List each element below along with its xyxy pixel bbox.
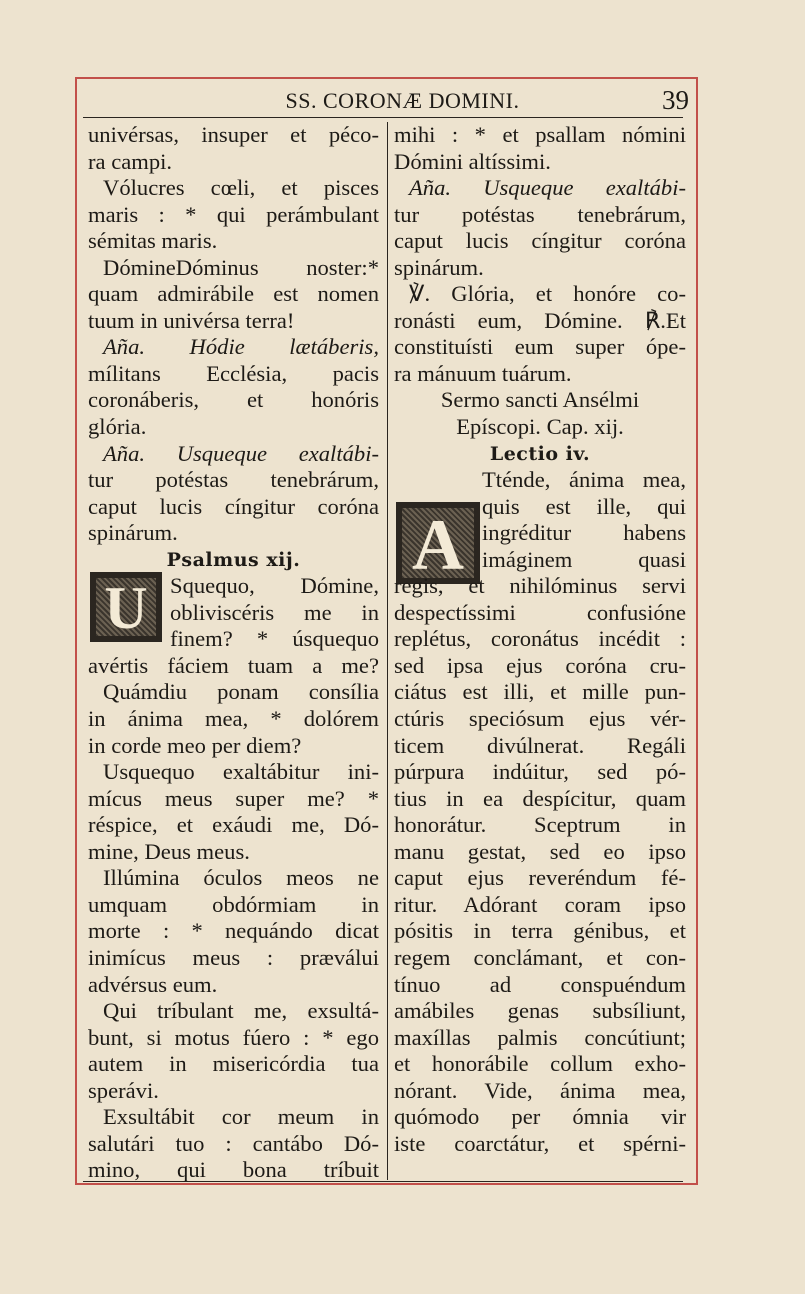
- text-line: tur potéstas tenebrárum,: [394, 201, 686, 227]
- text-line: replétus, coronátus incédit :: [394, 626, 686, 652]
- text-line: imáginem quasi: [482, 546, 686, 572]
- text-line: caput lucis cíngitur coróna: [88, 493, 379, 519]
- sermon-heading-cont: Epíscopi. Cap. xij.: [456, 414, 624, 440]
- text-line: glória.: [88, 414, 147, 440]
- text-line: ticem divúlnerat. Regáli: [394, 732, 686, 758]
- text-line: coronáberis, et honóris: [88, 387, 379, 413]
- antiphon-line: Aña. Usqueque exaltábi-: [103, 440, 379, 466]
- text-line: honorátur. Sceptrum in: [394, 812, 686, 838]
- text-line: réspice, et exáudi me, Dó-: [88, 812, 379, 838]
- header-rule: [83, 117, 683, 118]
- text-line: autem in misericórdia tua: [88, 1051, 379, 1077]
- dropcap-left: U: [90, 572, 162, 642]
- text-line: mine, Deus meus.: [88, 838, 250, 864]
- text-line: Vólucres cœli, et pisces: [103, 175, 379, 201]
- lectio-heading: Lectio iv.: [489, 442, 591, 465]
- text-line: despectíssimi confusióne: [394, 599, 686, 625]
- text-line: sperávi.: [88, 1077, 159, 1103]
- psalm-heading: Psalmus xij.: [166, 548, 301, 571]
- text-line: salutári tuo : cantábo Dó-: [88, 1130, 379, 1156]
- text-line: maris : * qui perámbulant: [88, 201, 379, 227]
- text-line: regis, et nihilóminus servi: [394, 573, 686, 599]
- text-line: mino, qui bona tríbuit: [88, 1157, 379, 1183]
- text-line: sémitas maris.: [88, 228, 218, 254]
- text-line: manu gestat, sed eo ipso: [394, 838, 686, 864]
- text-line: quis est ille, qui: [482, 493, 686, 519]
- text-line: tius in ea despícitur, quam: [394, 785, 686, 811]
- text-line: regem conclámant, et con-: [394, 944, 686, 970]
- text-line: DómineDóminus noster:*: [103, 254, 379, 280]
- text-line: pósitis in terra génibus, et: [394, 918, 686, 944]
- text-line: ronásti eum, Dómine. ℟.Et: [394, 307, 686, 333]
- text-line: et honorábile collum exho-: [394, 1051, 686, 1077]
- text-line: in corde meo per diem?: [88, 732, 302, 758]
- left-column: [88, 122, 379, 1184]
- text-line: umquam obdórmiam in: [88, 891, 379, 917]
- text-line: amábiles genas subsíliunt,: [394, 998, 686, 1024]
- text-line: morte : * nequándo dicat: [88, 918, 379, 944]
- column-divider: [387, 122, 388, 1180]
- text-line: advérsus eum.: [88, 971, 218, 997]
- text-line: Quámdiu ponam consília: [103, 679, 379, 705]
- text-line: inimícus meus : præválui: [88, 944, 379, 970]
- text-line: ra mánuum tuárum.: [394, 360, 572, 386]
- text-line: constituísti eum super ópe-: [394, 334, 686, 360]
- text-line: avértis fáciem tuam a me?: [88, 652, 379, 678]
- text-line: ctúris speciósum ejus vér-: [394, 706, 686, 732]
- antiphon-line: Aña. Usqueque exaltábi-: [409, 175, 686, 201]
- text-line: iste coarctátur, et spérni-: [394, 1130, 686, 1156]
- text-line: Tténde, ánima mea,: [482, 467, 686, 493]
- text-line: tur potéstas tenebrárum,: [88, 467, 379, 493]
- text-line: sed ipsa ejus coróna cru-: [394, 652, 686, 678]
- text-line: caput ejus reveréndum fé-: [394, 865, 686, 891]
- text-line: ra campi.: [88, 148, 173, 174]
- text-line: quam admirábile est nomen: [88, 281, 379, 307]
- versicle-line: ℣. Glória, et honóre co-: [409, 281, 686, 307]
- text-line: univérsas, insuper et péco-: [88, 122, 379, 147]
- text-line: Exsultábit cor meum in: [103, 1104, 379, 1130]
- text-line: Qui tríbulant me, exsultá-: [103, 998, 379, 1024]
- antiphon-line: Aña. Hódie lætáberis,: [103, 334, 379, 360]
- text-line: mícus meus super me? *: [88, 785, 379, 811]
- page-number: 39: [662, 85, 689, 115]
- text-line: tuum in univérsa terra!: [88, 307, 295, 333]
- text-line: in ánima mea, * dolórem: [88, 706, 379, 732]
- text-line: mílitans Ecclésia, pacis: [88, 360, 379, 386]
- right-column: [394, 122, 686, 1157]
- text-line: obliviscéris me in: [170, 599, 379, 625]
- text-line: Illúmina óculos meos ne: [103, 865, 379, 891]
- text-line: Dómini altíssimi.: [394, 148, 551, 174]
- text-line: ritur. Adórant coram ipso: [394, 891, 686, 917]
- text-line: ingréditur habens: [482, 520, 686, 546]
- running-header: SS. CORONÆ DOMINI.: [285, 88, 520, 113]
- text-line: mihi : * et psallam nómini: [394, 122, 686, 147]
- text-line: caput lucis cíngitur coróna: [394, 228, 686, 254]
- text-line: Squequo, Dómine,: [170, 573, 379, 599]
- text-line: quómodo per ómnia vir: [394, 1104, 686, 1130]
- text-line: finem? * úsquequo: [170, 626, 379, 652]
- text-line: maxíllas palmis concútiunt;: [394, 1024, 686, 1050]
- text-line: púrpura indúitur, sed pó-: [394, 759, 686, 785]
- text-line: spinárum.: [88, 520, 178, 546]
- text-line: bunt, si motus fúero : * ego: [88, 1024, 379, 1050]
- text-line: ciátus est illi, et mille pun-: [394, 679, 686, 705]
- text-line: spinárum.: [394, 254, 484, 280]
- text-line: nórant. Vide, ánima mea,: [394, 1077, 686, 1103]
- text-line: Usquequo exaltábitur ini-: [103, 759, 379, 785]
- sermon-heading: Sermo sancti Ansélmi: [440, 387, 640, 413]
- dropcap-right: A: [396, 502, 480, 584]
- text-line: tínuo ad conspuéndum: [394, 971, 686, 997]
